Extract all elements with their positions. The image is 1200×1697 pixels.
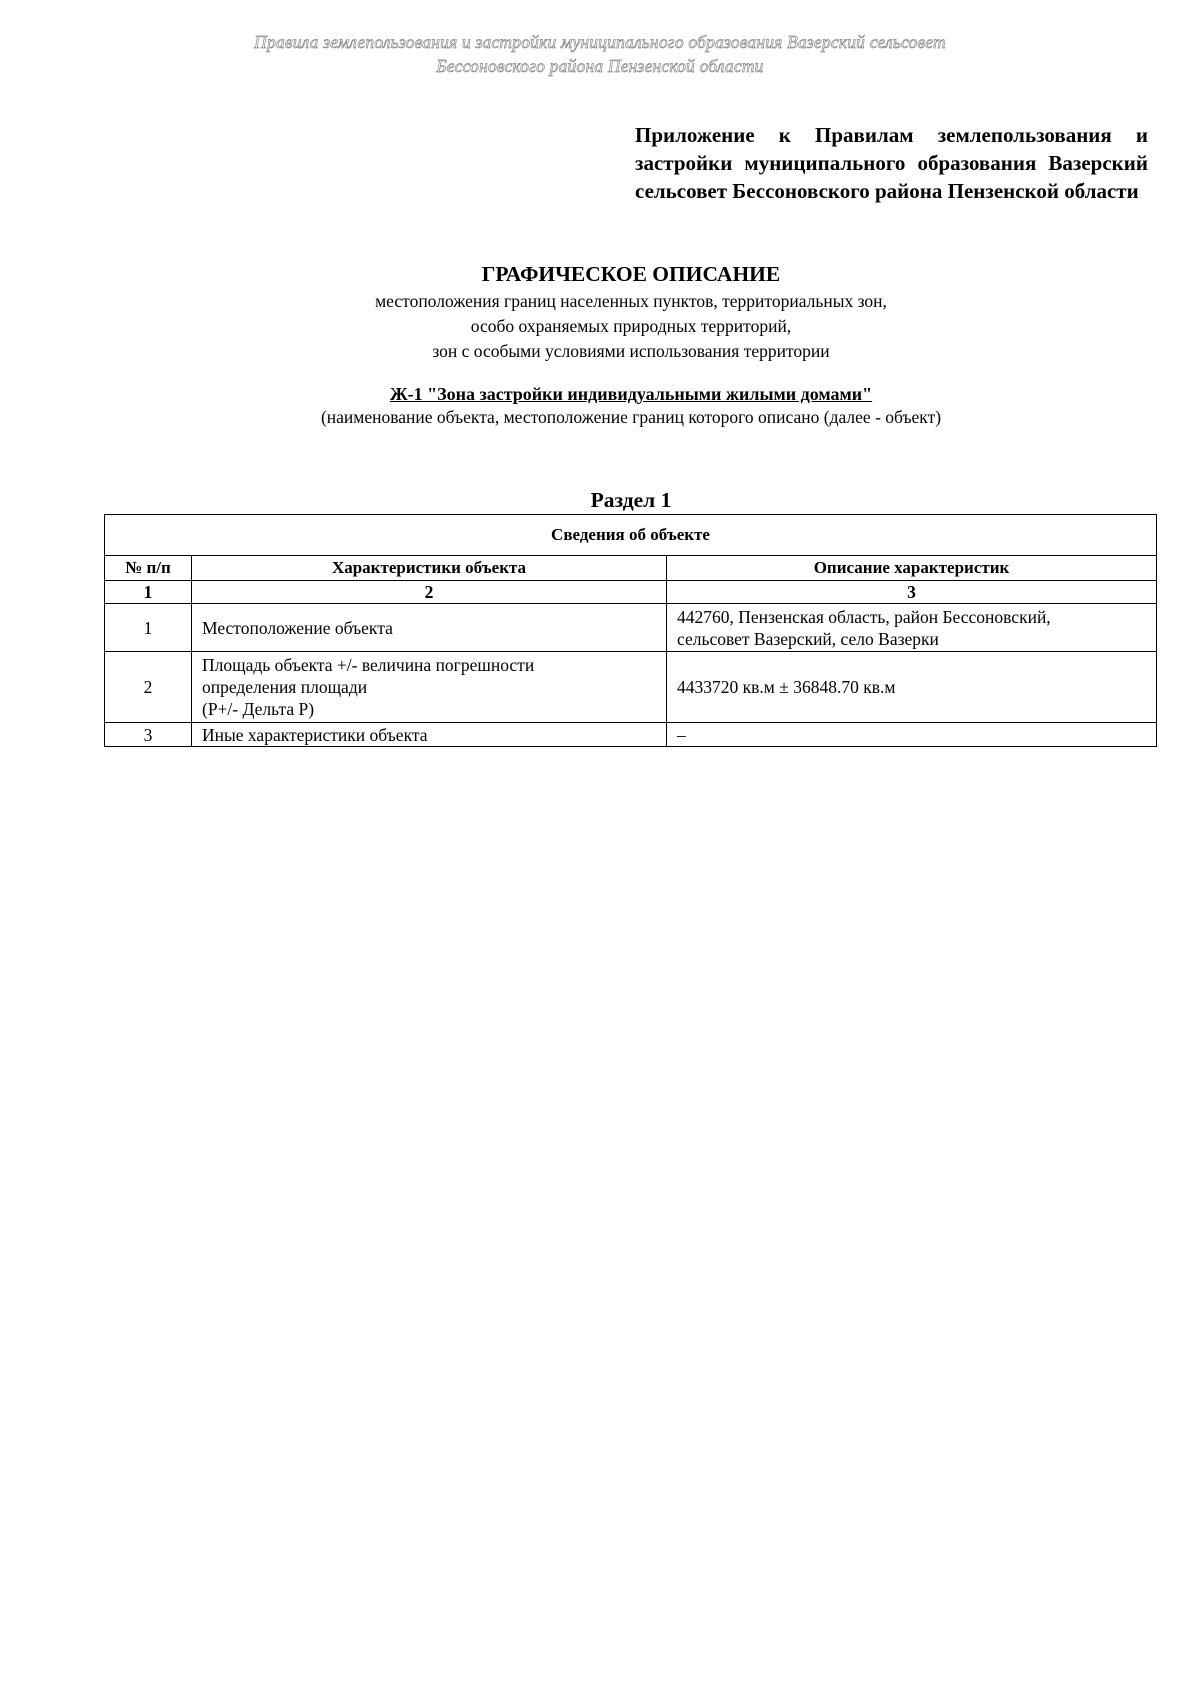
table-header-row — [105, 556, 1157, 581]
row-description — [667, 604, 1157, 652]
row-description — [667, 652, 1157, 723]
row-number: 3 — [105, 723, 192, 747]
header-characteristic: Характеристики объекта — [192, 556, 667, 581]
document-subtitle — [0, 289, 1200, 364]
document-title: ГРАФИЧЕСКОЕ ОПИСАНИЕ — [481, 262, 781, 286]
cell-line: сельсовет Вазерский, село Вазерки — [677, 628, 939, 649]
row-characteristic — [192, 604, 667, 652]
cell-line: Площадь объекта +/- величина погрешности — [202, 655, 535, 675]
cell-line: определения площади — [202, 677, 368, 697]
column-number-row — [105, 581, 1157, 604]
object-caption: (наименование объекта, местоположение границ которого описано (далее - объект) — [320, 407, 942, 427]
cell-line: – — [677, 724, 686, 745]
row-description — [667, 723, 1157, 747]
running-header-line-2: Бессоновского района Пензенской области — [436, 56, 764, 76]
section-title: Раздел 1 — [590, 488, 672, 512]
row-characteristic — [192, 723, 667, 747]
row-characteristic — [192, 652, 667, 723]
appendix-note: Приложение к Правилам землепользования и застройки муниципального образования Вазерский сельсовет Бессоновского района Пензенской области — [635, 123, 1148, 203]
running-header — [0, 30, 1200, 78]
cell-line: 4433720 кв.м ± 36848.70 кв.м — [677, 677, 896, 697]
cell-line: (P+/- Дельта P) — [202, 699, 315, 719]
cell-line: Местоположение объекта — [202, 617, 393, 638]
cell-line: 442760, Пензенская область, район Бессоновский, — [677, 606, 1051, 627]
header-description: Описание характеристик — [667, 556, 1157, 581]
column-number: 3 — [667, 581, 1157, 604]
object-info-table — [104, 514, 1157, 747]
subtitle-line: особо охраняемых природных территорий, — [470, 316, 792, 336]
running-header-line-1: Правила землепользования и застройки муниципального образования Вазерский сельсовет — [254, 32, 946, 52]
table-row — [105, 723, 1157, 747]
table-caption-row — [105, 515, 1157, 556]
object-name: Ж-1 "Зона застройки индивидуальными жилыми домами" — [389, 384, 873, 404]
cell-line: Иные характеристики объекта — [202, 724, 428, 745]
header-number: № п/п — [105, 556, 192, 581]
row-number: 2 — [105, 652, 192, 723]
column-number: 1 — [105, 581, 192, 604]
subtitle-line: зон с особыми условиями использования территории — [432, 341, 830, 361]
column-number: 2 — [192, 581, 667, 604]
row-number: 1 — [105, 604, 192, 652]
table-row — [105, 604, 1157, 652]
table-caption: Сведения об объекте — [105, 515, 1157, 556]
table-row — [105, 652, 1157, 723]
subtitle-line: местоположения границ населенных пунктов, территориальных зон, — [375, 291, 887, 311]
